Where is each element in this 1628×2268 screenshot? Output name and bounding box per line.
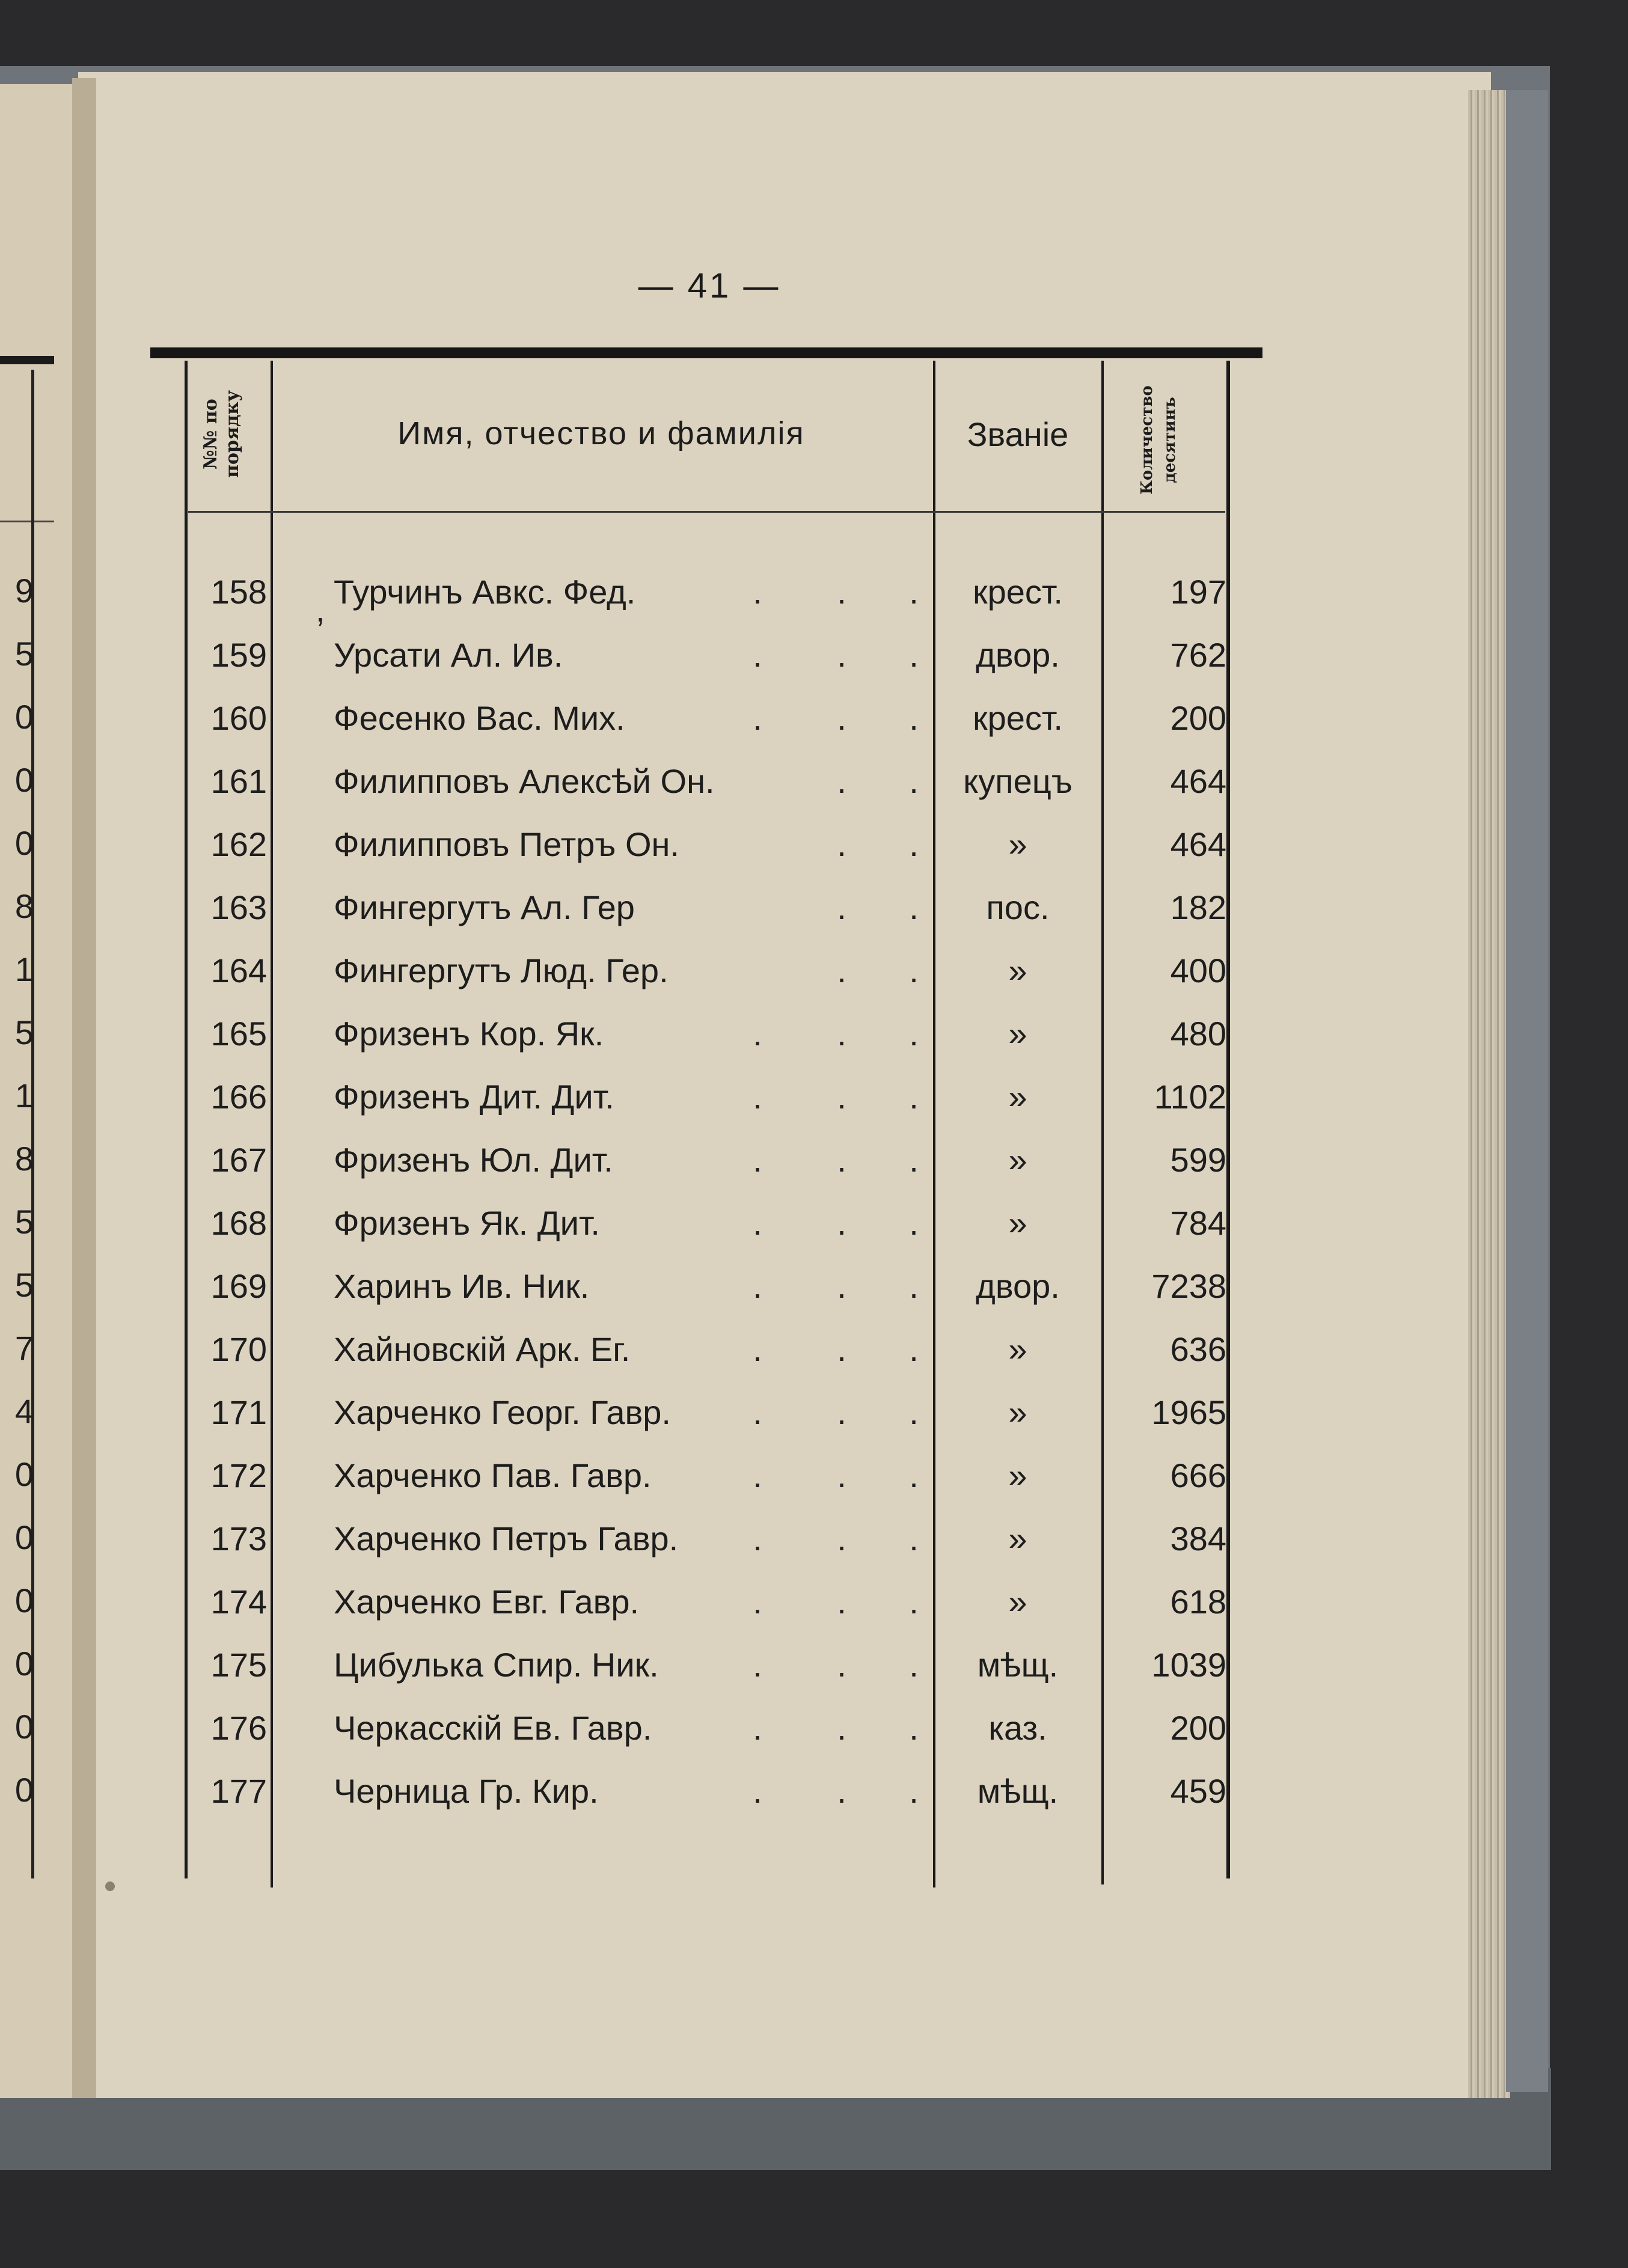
leader-dot: . [909, 825, 919, 863]
leader-dot: . [837, 1646, 846, 1684]
left-page-digit: 0 [14, 698, 34, 736]
leader-dot: . [753, 1078, 762, 1116]
row-name: Харинъ Ив. Ник. [334, 1267, 590, 1305]
leader-dot: . [909, 1015, 919, 1053]
leader-dot: . [909, 1646, 919, 1684]
row-rank: » [1008, 952, 1027, 989]
row-quantity: 762 [1170, 636, 1226, 674]
left-page-digit: 8 [14, 887, 34, 925]
leader-dot: . [837, 1015, 846, 1053]
row-number: 166 [210, 1078, 267, 1116]
leader-dot: . [837, 699, 846, 737]
row-name: Фингергутъ Ал. Гер [334, 888, 635, 926]
row-name: Харченко Георг. Гавр. [334, 1393, 671, 1431]
row-rank: » [1008, 1141, 1027, 1179]
left-page-digit: 5 [14, 1266, 34, 1304]
leader-dot: . [837, 1267, 846, 1305]
leader-dot: . [753, 1015, 762, 1053]
leader-dot: . [837, 573, 846, 611]
name-column-divider [933, 361, 935, 1887]
row-number: 164 [210, 952, 267, 989]
left-page-digit: 0 [14, 824, 34, 862]
leader-dot: . [753, 1456, 762, 1494]
left-page-digit: 5 [14, 635, 34, 673]
left-page-digit: 0 [14, 761, 34, 799]
leader-dot: . [837, 1393, 846, 1431]
row-name: Фингергутъ Люд. Гер. [334, 952, 669, 989]
row-quantity: 618 [1170, 1583, 1226, 1621]
leader-dot: . [909, 1330, 919, 1368]
header-rank-label: Званіе [967, 415, 1069, 453]
leader-dot: . [837, 1772, 846, 1810]
row-name: Фризенъ Кор. Як. [334, 1015, 604, 1053]
row-quantity: 1965 [1151, 1393, 1226, 1431]
rank-column-divider [1101, 361, 1104, 1884]
left-page-digit: 0 [14, 1771, 34, 1809]
leader-dot: . [909, 573, 919, 611]
leader-dot: . [837, 888, 846, 926]
left-page-digit: 1 [14, 1077, 34, 1114]
row-name: Черкасскій Ев. Гавр. [334, 1709, 652, 1747]
row-rank: двор. [976, 1267, 1060, 1305]
row-quantity: 784 [1170, 1204, 1226, 1242]
leader-dot: . [837, 1141, 846, 1179]
header-name-label: Имя, отчество и фамилія [397, 415, 805, 451]
leader-dot: . [837, 825, 846, 863]
row-rank: » [1008, 1078, 1027, 1116]
row-quantity: 7238 [1151, 1267, 1226, 1305]
leader-dot: . [909, 1583, 919, 1621]
row-number: 163 [210, 888, 267, 926]
row-number: 175 [210, 1646, 267, 1684]
row-rank: мѣщ. [977, 1646, 1059, 1684]
row-quantity: 182 [1170, 888, 1226, 926]
row-quantity: 197 [1170, 573, 1226, 611]
leader-dot: . [837, 1583, 846, 1621]
row-name: Фесенко Вас. Мих. [334, 699, 625, 737]
row-number: 167 [210, 1141, 267, 1179]
row-number: 161 [210, 762, 267, 800]
leader-dot: . [909, 1520, 919, 1557]
row-rank: крест. [973, 573, 1063, 611]
page-number: — 41 — [638, 266, 781, 305]
leader-dot: . [753, 1204, 762, 1242]
leader-dot: . [753, 636, 762, 674]
row-quantity: 200 [1170, 1709, 1226, 1747]
leader-dot: . [753, 573, 762, 611]
left-page-digit: 0 [14, 1455, 34, 1493]
row-name: Урсати Ал. Ив. [334, 636, 563, 674]
leader-dot: . [753, 1330, 762, 1368]
num-column-divider [271, 361, 273, 1887]
table-top-rule [150, 347, 1262, 358]
row-rank: крест. [973, 699, 1063, 737]
row-number: 172 [210, 1456, 267, 1494]
page-edges [1468, 90, 1510, 2098]
row-number: 165 [210, 1015, 267, 1053]
row-rank: » [1008, 825, 1027, 863]
leader-dot: . [753, 699, 762, 737]
row-quantity: 1039 [1151, 1646, 1226, 1684]
row-rank: пос. [986, 888, 1050, 926]
leader-dot: . [753, 1393, 762, 1431]
leader-dot: . [837, 1709, 846, 1747]
header-num-label-line2: порядку [222, 390, 243, 478]
left-page-digit: 5 [14, 1203, 34, 1241]
left-page-digit: 0 [14, 1518, 34, 1556]
row-rank: » [1008, 1330, 1027, 1368]
leader-dot: . [909, 1267, 919, 1305]
leader-dot: . [753, 1646, 762, 1684]
margin-mark: , [316, 591, 325, 629]
left-page-digit: 4 [14, 1392, 34, 1430]
leader-dot: . [837, 1456, 846, 1494]
row-number: 177 [210, 1772, 267, 1810]
table-left-border [185, 361, 188, 1878]
left-page-digit: 8 [14, 1140, 34, 1178]
row-name: Цибулька Спир. Ник. [334, 1646, 659, 1684]
row-name: Хайновскій Арк. Ег. [334, 1330, 631, 1368]
leader-dot: . [753, 1772, 762, 1810]
leader-dot: . [909, 1456, 919, 1494]
row-number: 168 [210, 1204, 267, 1242]
book-spine [1506, 90, 1548, 2092]
row-number: 176 [210, 1709, 267, 1747]
left-page-digit: 7 [14, 1329, 34, 1367]
row-number: 169 [210, 1267, 267, 1305]
row-name: Харченко Петръ Гавр. [334, 1520, 679, 1557]
row-quantity: 464 [1170, 825, 1226, 863]
header-separator [188, 511, 1225, 513]
table-right-border [1226, 361, 1230, 1878]
row-number: 159 [210, 636, 267, 674]
row-rank: » [1008, 1393, 1027, 1431]
leader-dot: . [753, 1709, 762, 1747]
leader-dot: . [837, 952, 846, 989]
row-number: 162 [210, 825, 267, 863]
row-name: Фризенъ Дит. Дит. [334, 1078, 614, 1116]
row-rank: купецъ [963, 762, 1073, 800]
left-page-digit: 0 [14, 1645, 34, 1683]
row-number: 173 [210, 1520, 267, 1557]
left-page-digit: 0 [14, 1582, 34, 1619]
row-rank: мѣщ. [977, 1772, 1059, 1810]
header-num-label: №№ по [200, 399, 221, 469]
row-quantity: 200 [1170, 699, 1226, 737]
leader-dot: . [837, 1078, 846, 1116]
row-name: Харченко Евг. Гавр. [334, 1583, 640, 1621]
row-number: 158 [210, 573, 267, 611]
paper-spot [105, 1881, 115, 1891]
row-name: Филипповъ Петръ Он. [334, 825, 679, 863]
left-page-digit: 5 [14, 1013, 34, 1051]
row-name: Черница Гр. Кир. [334, 1772, 599, 1810]
row-quantity: 400 [1170, 952, 1226, 989]
leader-dot: . [909, 1204, 919, 1242]
left-page-digit: 1 [14, 950, 34, 988]
leader-dot: . [753, 1267, 762, 1305]
row-name: Филипповъ Алексѣй Он. [334, 762, 715, 800]
leader-dot: . [837, 1520, 846, 1557]
row-rank: » [1008, 1583, 1027, 1621]
page-gutter [72, 78, 96, 2098]
header-qty-label: Количество [1138, 385, 1156, 495]
row-quantity: 636 [1170, 1330, 1226, 1368]
row-quantity: 459 [1170, 1772, 1226, 1810]
leader-dot: . [909, 1772, 919, 1810]
row-rank: » [1008, 1456, 1027, 1494]
leader-dot: . [837, 762, 846, 800]
row-name: Фризенъ Як. Дит. [334, 1204, 600, 1242]
left-page-rule-header [0, 521, 54, 522]
row-rank: двор. [976, 636, 1060, 674]
row-quantity: 480 [1170, 1015, 1226, 1053]
row-number: 170 [210, 1330, 267, 1368]
leader-dot: . [837, 1330, 846, 1368]
header-qty-label-line2: десятинъ [1161, 397, 1179, 483]
row-quantity: 666 [1170, 1456, 1226, 1494]
row-rank: » [1008, 1520, 1027, 1557]
row-number: 174 [210, 1583, 267, 1621]
leader-dot: . [909, 888, 919, 926]
row-quantity: 464 [1170, 762, 1226, 800]
leader-dot: . [909, 636, 919, 674]
row-rank: каз. [988, 1709, 1047, 1747]
leader-dot: . [753, 1141, 762, 1179]
row-rank: » [1008, 1015, 1027, 1053]
leader-dot: . [753, 1520, 762, 1557]
leader-dot: . [909, 1709, 919, 1747]
row-name: Харченко Пав. Гавр. [334, 1456, 652, 1494]
leader-dot: . [753, 1583, 762, 1621]
leader-dot: . [909, 1078, 919, 1116]
row-name: Турчинъ Авкс. Фед. [334, 573, 636, 611]
row-quantity: 384 [1170, 1520, 1226, 1557]
row-number: 171 [210, 1393, 267, 1431]
left-page-rule-top [0, 356, 54, 364]
leader-dot: . [837, 636, 846, 674]
leader-dot: . [909, 1141, 919, 1179]
leader-dot: . [909, 762, 919, 800]
leader-dot: . [837, 1204, 846, 1242]
left-page-digit: 9 [14, 572, 34, 610]
leader-dot: . [909, 952, 919, 989]
leader-dot: . [909, 699, 919, 737]
row-number: 160 [210, 699, 267, 737]
left-page-digit: 0 [14, 1708, 34, 1746]
row-quantity: 599 [1170, 1141, 1226, 1179]
leader-dot: . [909, 1393, 919, 1431]
row-quantity: 1102 [1154, 1078, 1226, 1116]
row-name: Фризенъ Юл. Дит. [334, 1141, 613, 1179]
row-rank: » [1008, 1204, 1027, 1242]
